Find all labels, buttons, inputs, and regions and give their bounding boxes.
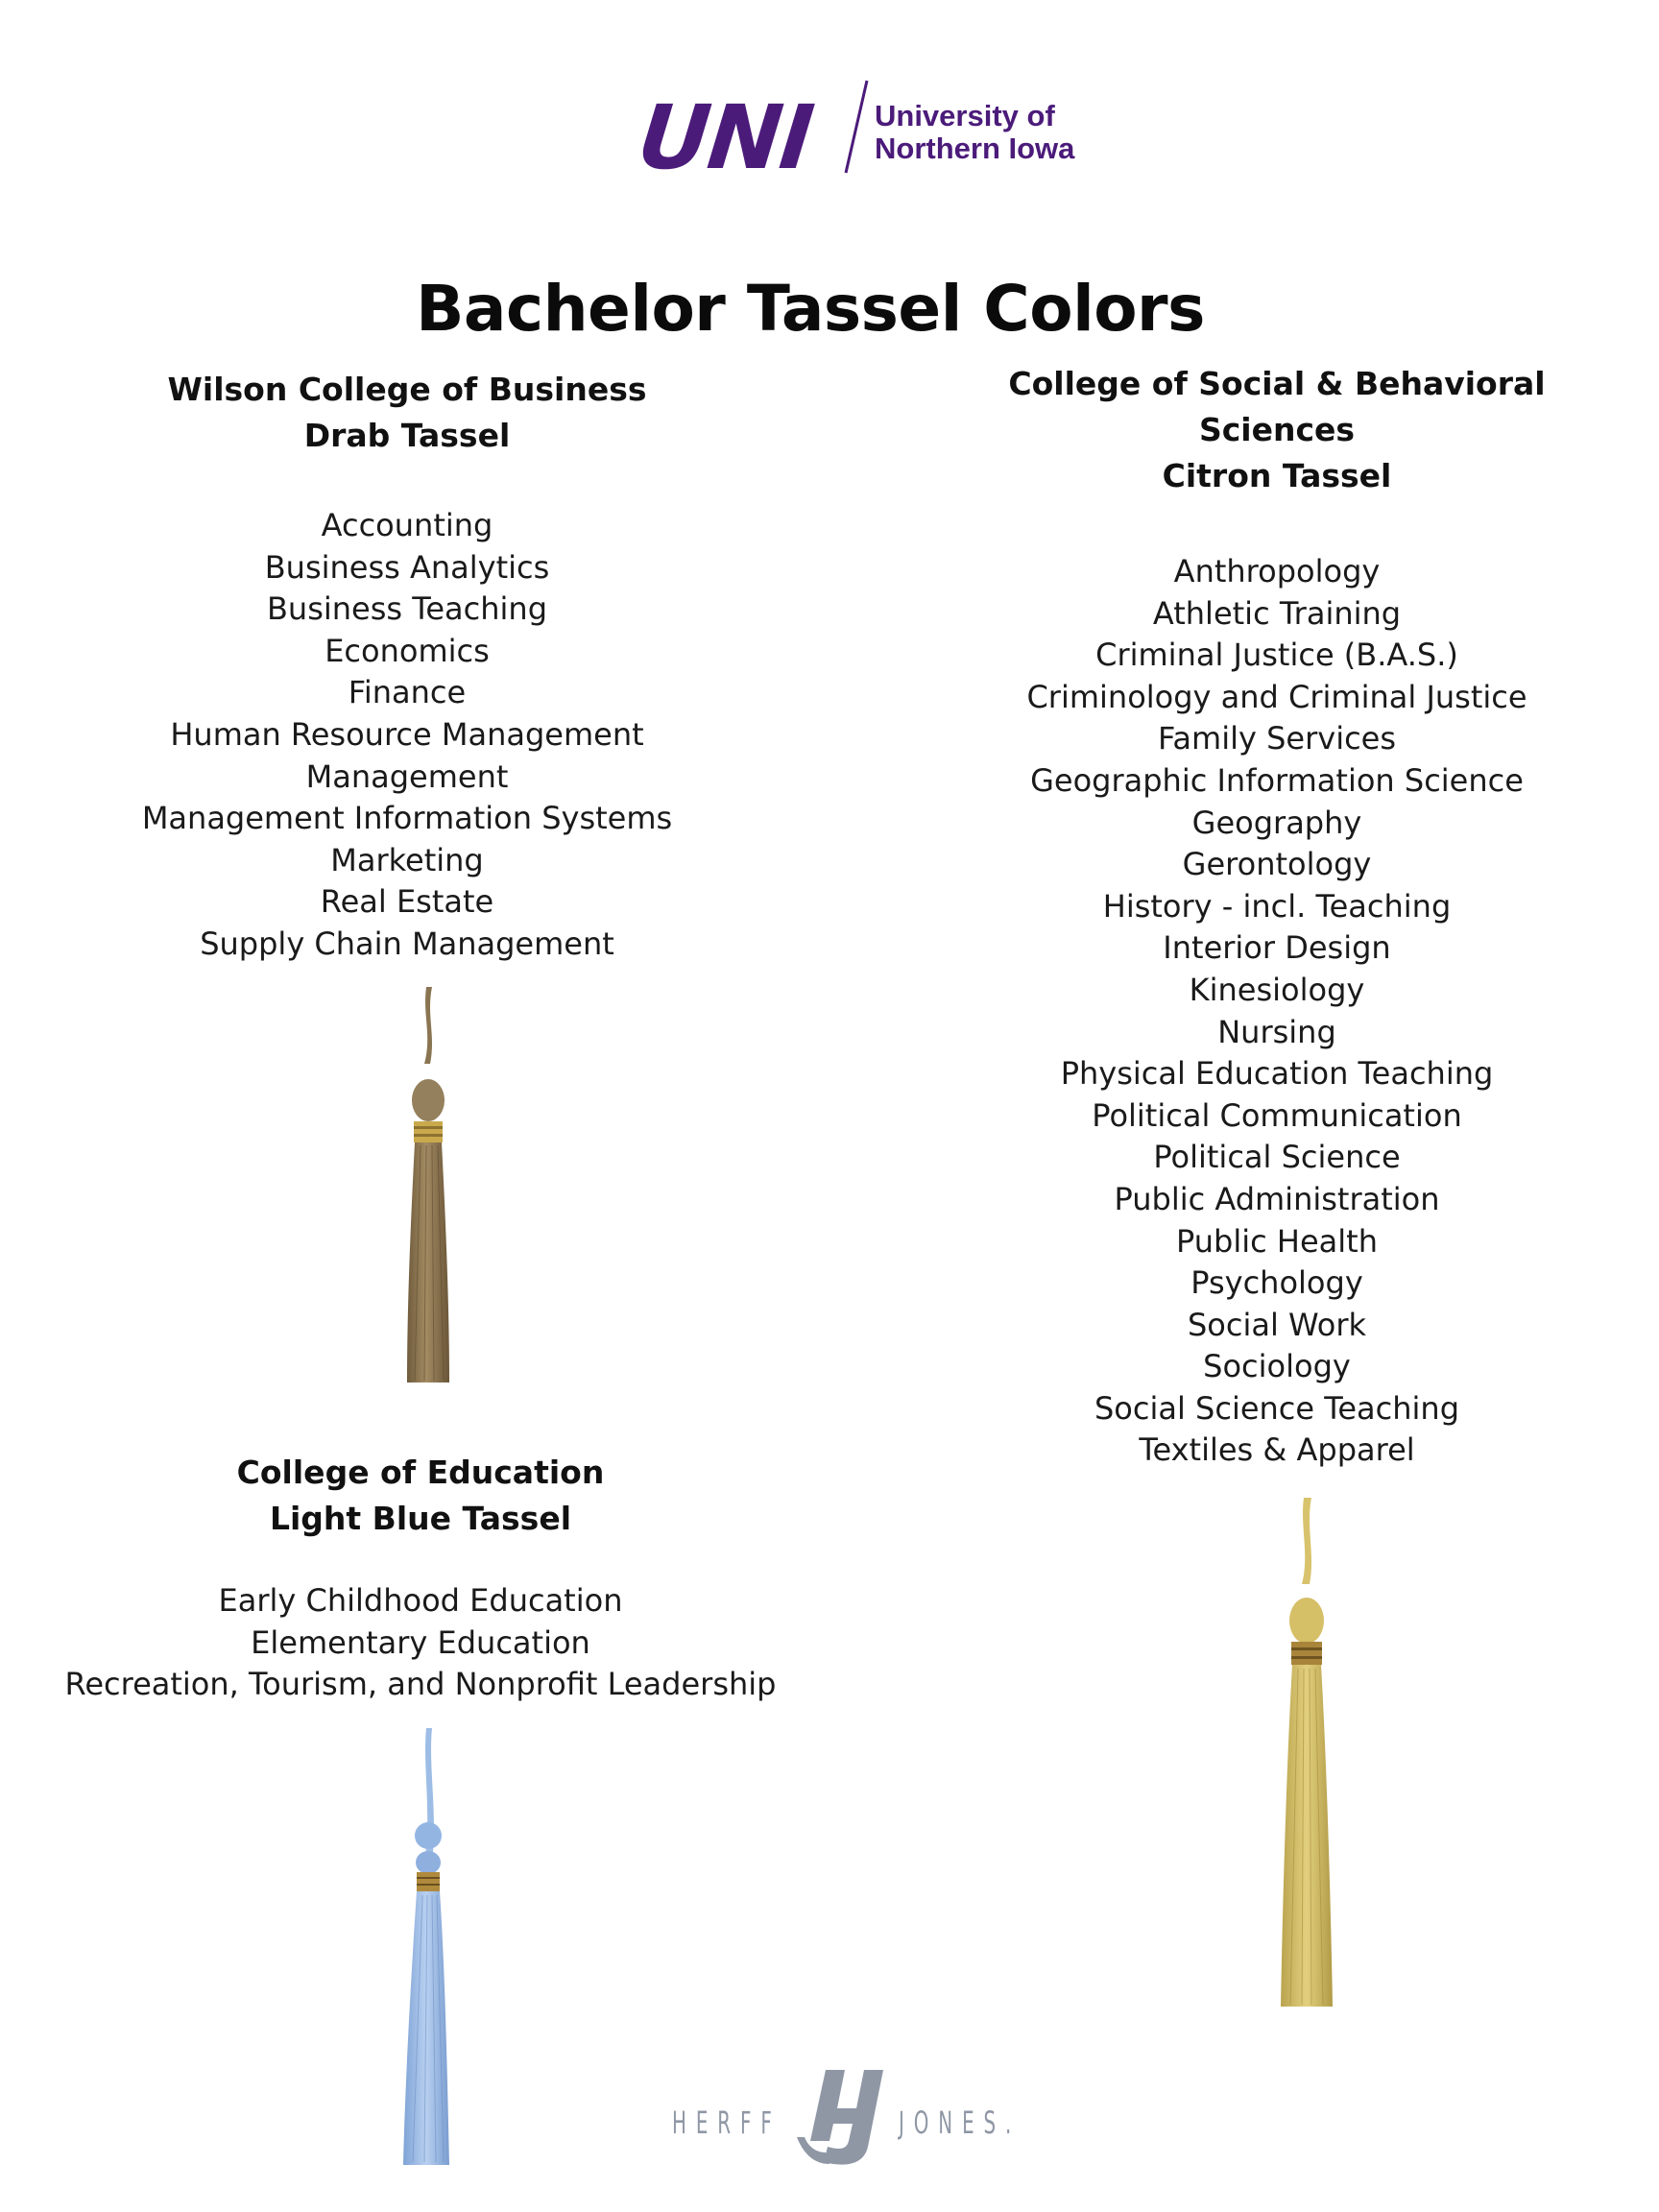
program-item: Early Childhood Education — [218, 1582, 623, 1619]
program-item: Anthropology — [1173, 553, 1381, 589]
program-item: Supply Chain Management — [200, 925, 614, 962]
logo-divider — [842, 79, 871, 175]
program-item: Accounting — [321, 507, 493, 543]
program-item: Political Communication — [1092, 1096, 1462, 1134]
program-item: Marketing — [330, 841, 484, 878]
tassel-color-name: Citron Tassel — [1162, 457, 1392, 494]
program-item: Business Teaching — [266, 590, 548, 628]
program-item: Kinesiology — [1189, 971, 1365, 1008]
program-item: Physical Education Teaching — [1060, 1055, 1494, 1093]
program-list — [941, 551, 1613, 1472]
citron-tassel-icon — [1254, 1498, 1359, 2007]
program-item: Real Estate — [320, 883, 494, 921]
program-item: Textiles & Apparel — [1139, 1431, 1415, 1469]
program-item: Public Health — [1176, 1222, 1378, 1260]
herff-jones-logo — [662, 2064, 1046, 2170]
program-item: History - incl. Teaching — [1102, 887, 1452, 925]
program-item: Political Science — [1153, 1139, 1401, 1176]
light-blue-tassel-icon — [384, 1728, 470, 2170]
brand-word-left: HERFF — [672, 2104, 781, 2141]
tassel-color-name: Light Blue Tassel — [269, 1500, 572, 1537]
program-item: Human Resource Management — [170, 715, 644, 753]
program-item: Social Science Teaching — [1094, 1389, 1460, 1427]
program-item: Recreation, Tourism, and Nonprofit Leadership — [64, 1666, 777, 1703]
herff-jones-logo-icon — [787, 2064, 893, 2170]
college-name: College of Education — [236, 1454, 605, 1491]
drab-tassel-icon — [382, 987, 474, 1382]
program-item: Criminology and Criminal Justice — [1026, 678, 1527, 715]
program-item: Social Work — [1187, 1306, 1367, 1343]
college-name: College of Social & Behavioral Sciences — [1008, 365, 1546, 448]
program-item: Management Information Systems — [141, 800, 673, 837]
program-item: Business Analytics — [264, 548, 550, 586]
program-item: Sociology — [1203, 1348, 1351, 1385]
logo-text-line2: Northern Iowa — [875, 132, 1075, 165]
program-item: Economics — [325, 632, 490, 669]
section-education — [38, 1450, 803, 1706]
page-title: Bachelor Tassel Colors — [416, 272, 1205, 347]
program-item: Management — [305, 757, 509, 795]
program-item: Geography — [1191, 804, 1362, 841]
college-name: Wilson College of Business — [167, 371, 647, 408]
program-list — [38, 1580, 803, 1706]
program-list — [119, 505, 695, 966]
program-item: Elementary Education — [251, 1623, 590, 1661]
brand-word-right: JONES. — [899, 2104, 1022, 2141]
program-item: Family Services — [1157, 720, 1397, 757]
logo-wordmark — [875, 100, 1074, 165]
program-item: Athletic Training — [1152, 594, 1402, 632]
program-item: Gerontology — [1182, 846, 1372, 883]
tassel-color-name: Drab Tassel — [303, 417, 511, 454]
program-item: Interior Design — [1163, 929, 1391, 967]
university-logo — [633, 75, 1099, 189]
section-social-behavioral — [941, 361, 1613, 1472]
program-item: Geographic Information Science — [1030, 761, 1524, 799]
program-item: Criminal Justice (B.A.S.) — [1095, 637, 1458, 674]
program-item: Psychology — [1190, 1264, 1363, 1302]
logo-text-line1: University of — [875, 99, 1055, 132]
section-business — [119, 367, 695, 966]
uni-logo-icon: UNI — [633, 86, 817, 189]
program-item: Nursing — [1217, 1013, 1336, 1050]
program-item: Finance — [348, 674, 467, 711]
program-item: Public Administration — [1114, 1180, 1440, 1217]
